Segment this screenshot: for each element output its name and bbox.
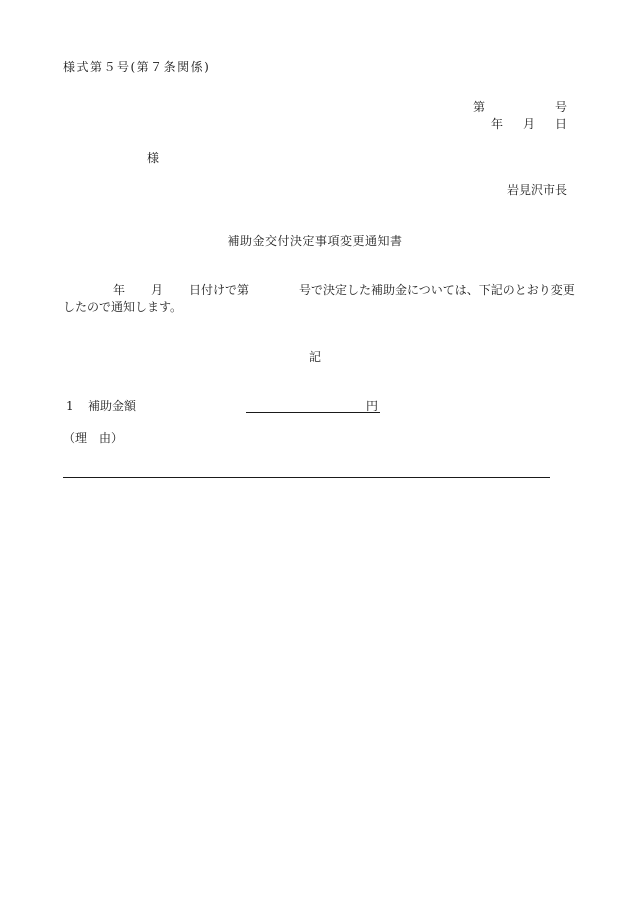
number-suffix: 号	[554, 100, 567, 114]
reason-label: （理 由）	[63, 431, 124, 445]
body-month: 月	[151, 283, 164, 297]
document-title: 補助金交付決定事項変更通知書	[227, 234, 403, 248]
item-number: 1	[66, 399, 74, 413]
amount-label: 補助金額	[88, 399, 137, 413]
ki-heading: 記	[308, 350, 321, 364]
amount-unit: 円	[366, 399, 379, 413]
addressee: 様	[147, 151, 160, 165]
sender: 岩見沢市長	[506, 183, 567, 197]
date-month: 月	[522, 117, 535, 131]
reason-field-line	[63, 477, 550, 478]
date-day: 日	[554, 117, 567, 131]
date-year: 年	[490, 117, 503, 131]
form-label: 様式第５号(第７条関係)	[63, 60, 211, 74]
document-number	[473, 101, 567, 113]
amount-field-line	[246, 412, 364, 413]
body-year: 年	[113, 283, 126, 297]
body-line-1	[63, 284, 575, 296]
amount-unit-underline	[364, 412, 380, 413]
body-line-2: したので通知します。	[63, 300, 183, 314]
body-number-suffix: 号で決定した補助金については、下記のとおり変更	[299, 283, 575, 297]
body-date-suffix: 日付けで第	[189, 283, 250, 297]
number-prefix: 第	[472, 100, 485, 114]
document-date	[491, 118, 567, 130]
